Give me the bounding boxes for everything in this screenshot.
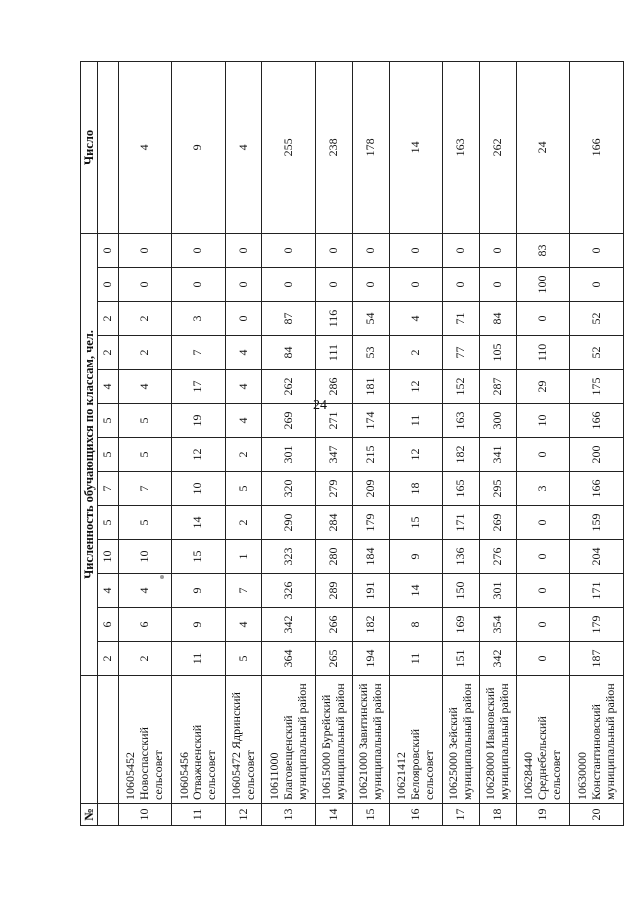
row-value: 289 <box>315 574 352 608</box>
row-last: 14 <box>389 61 443 233</box>
row-value: 295 <box>480 472 517 506</box>
row-value: 11 <box>389 642 443 676</box>
row-value: 83 <box>516 233 570 267</box>
class-cell: 5 <box>98 506 118 540</box>
row-name: 10605456 Отважненский сельсовет <box>172 676 226 804</box>
row-value: 187 <box>570 642 624 676</box>
row-value: 301 <box>480 574 517 608</box>
row-value: 166 <box>570 472 624 506</box>
row-value: 152 <box>443 370 480 404</box>
row-value: 276 <box>480 540 517 574</box>
row-value: 269 <box>262 404 316 438</box>
row-value: 8 <box>389 608 443 642</box>
row-value: 347 <box>315 438 352 472</box>
row-value: 9 <box>172 608 226 642</box>
row-value: 0 <box>352 233 389 267</box>
row-value: 287 <box>480 370 517 404</box>
row-value: 84 <box>480 302 517 336</box>
row-value: 5 <box>118 438 172 472</box>
row-name: 10630000 Константиновский муниципальный район <box>570 676 624 804</box>
header-no: № <box>81 804 98 826</box>
class-cell: 10 <box>98 540 118 574</box>
class-row-blank <box>98 804 118 826</box>
row-value: 12 <box>389 370 443 404</box>
row-value: 53 <box>352 336 389 370</box>
row-value: 18 <box>389 472 443 506</box>
row-value: 0 <box>118 268 172 302</box>
row-value: 0 <box>262 233 316 267</box>
row-value: 12 <box>172 438 226 472</box>
row-index: 18 <box>480 804 517 826</box>
row-value: 179 <box>352 506 389 540</box>
row-value: 15 <box>389 506 443 540</box>
row-value: 342 <box>480 642 517 676</box>
row-name: 10611000 Благовещенский муниципальный район <box>262 676 316 804</box>
row-value: 320 <box>262 472 316 506</box>
row-value: 4 <box>225 370 262 404</box>
row-value: 194 <box>352 642 389 676</box>
class-row <box>98 61 118 825</box>
class-cell: 4 <box>98 370 118 404</box>
header-blank <box>81 676 98 804</box>
row-value: 215 <box>352 438 389 472</box>
class-cell: 5 <box>98 404 118 438</box>
row-value: 265 <box>315 642 352 676</box>
row-value: 171 <box>443 506 480 540</box>
page-number: 24 <box>313 398 327 413</box>
row-value: 15 <box>172 540 226 574</box>
row-value: 0 <box>480 268 517 302</box>
class-cell: 0 <box>98 268 118 302</box>
row-value: 0 <box>443 268 480 302</box>
class-cell: 2 <box>98 336 118 370</box>
row-value: 182 <box>352 608 389 642</box>
row-last: 262 <box>480 61 517 233</box>
rotated-table-area <box>80 62 624 826</box>
row-value: 0 <box>516 574 570 608</box>
row-value: 110 <box>516 336 570 370</box>
row-value: 0 <box>225 233 262 267</box>
row-value: 0 <box>352 268 389 302</box>
row-last: 4 <box>118 61 172 233</box>
row-value: 7 <box>172 336 226 370</box>
row-value: 0 <box>480 233 517 267</box>
table-row <box>389 61 443 825</box>
row-value: 364 <box>262 642 316 676</box>
table-row <box>225 61 262 825</box>
row-value: 2 <box>118 302 172 336</box>
row-last: 255 <box>262 61 316 233</box>
class-cell: 4 <box>98 574 118 608</box>
row-value: 5 <box>225 472 262 506</box>
table-row <box>352 61 389 825</box>
class-cell: 5 <box>98 438 118 472</box>
row-value: 0 <box>225 302 262 336</box>
header-class-group: Численность обучающихся по классам, чел. <box>81 233 98 675</box>
row-index: 20 <box>570 804 624 826</box>
header-row <box>81 61 98 825</box>
row-value: 3 <box>516 472 570 506</box>
row-name: 10628000 Ивановский муниципальный район <box>480 676 517 804</box>
row-value: 10 <box>516 404 570 438</box>
row-value: 0 <box>516 642 570 676</box>
row-value: 280 <box>315 540 352 574</box>
table-row <box>315 61 352 825</box>
row-value: 262 <box>262 370 316 404</box>
row-value: 14 <box>172 506 226 540</box>
table-row <box>570 61 624 825</box>
row-value: 191 <box>352 574 389 608</box>
row-value: 0 <box>172 268 226 302</box>
row-name: 10625000 Зейский муниципальный район <box>443 676 480 804</box>
students-by-class-table <box>80 61 624 826</box>
row-value: 0 <box>389 233 443 267</box>
row-name: 10621000 Завитинский муниципальный район <box>352 676 389 804</box>
row-name: 10605472 Ядринский сельсовет <box>225 676 262 804</box>
row-value: 3 <box>172 302 226 336</box>
row-value: 2 <box>225 506 262 540</box>
row-value: 19 <box>172 404 226 438</box>
row-value: 2 <box>118 336 172 370</box>
row-value: 100 <box>516 268 570 302</box>
row-value: 0 <box>315 268 352 302</box>
row-value: 166 <box>570 404 624 438</box>
row-value: 14 <box>389 574 443 608</box>
row-last: 163 <box>443 61 480 233</box>
row-last: 166 <box>570 61 624 233</box>
row-value: 7 <box>118 472 172 506</box>
table-row <box>172 61 226 825</box>
row-value: 0 <box>516 302 570 336</box>
row-value: 269 <box>480 506 517 540</box>
row-value: 116 <box>315 302 352 336</box>
row-value: 182 <box>443 438 480 472</box>
row-index: 15 <box>352 804 389 826</box>
row-value: 111 <box>315 336 352 370</box>
row-value: 271 <box>315 404 352 438</box>
row-value: 2 <box>225 438 262 472</box>
row-value: 266 <box>315 608 352 642</box>
row-value: 0 <box>570 233 624 267</box>
row-value: 0 <box>443 233 480 267</box>
row-value: 10 <box>172 472 226 506</box>
row-value: 0 <box>262 268 316 302</box>
row-value: 284 <box>315 506 352 540</box>
row-value: 204 <box>570 540 624 574</box>
row-name: 10615000 Бурейский муниципальный район <box>315 676 352 804</box>
class-cell: 2 <box>98 642 118 676</box>
row-value: 163 <box>443 404 480 438</box>
row-value: 326 <box>262 574 316 608</box>
header-last: Число <box>81 61 98 233</box>
row-value: 17 <box>172 370 226 404</box>
row-value: 0 <box>516 608 570 642</box>
row-value: 10 <box>118 540 172 574</box>
class-cell: 2 <box>98 302 118 336</box>
class-row-blank <box>98 61 118 233</box>
row-value: 7 <box>225 574 262 608</box>
table-row <box>118 61 172 825</box>
row-value: 2 <box>389 336 443 370</box>
table-body <box>98 61 624 825</box>
row-value: 181 <box>352 370 389 404</box>
row-value: 52 <box>570 336 624 370</box>
row-value: 5 <box>118 506 172 540</box>
row-value: 286 <box>315 370 352 404</box>
row-value: 184 <box>352 540 389 574</box>
row-value: 4 <box>225 336 262 370</box>
row-value: 165 <box>443 472 480 506</box>
row-value: 0 <box>172 233 226 267</box>
row-value: 174 <box>352 404 389 438</box>
table-row <box>443 61 480 825</box>
row-index: 16 <box>389 804 443 826</box>
class-row-blank <box>98 676 118 804</box>
row-value: 171 <box>570 574 624 608</box>
row-value: 0 <box>315 233 352 267</box>
row-value: 6 <box>118 608 172 642</box>
row-value: 77 <box>443 336 480 370</box>
row-value: 0 <box>570 268 624 302</box>
row-value: 52 <box>570 302 624 336</box>
row-name: 10628440 Среднебельский сельсовет <box>516 676 570 804</box>
row-value: 2 <box>118 642 172 676</box>
row-value: 11 <box>172 642 226 676</box>
row-last: 178 <box>352 61 389 233</box>
row-value: 279 <box>315 472 352 506</box>
row-value: 0 <box>516 438 570 472</box>
row-value: 4 <box>225 608 262 642</box>
row-value: 150 <box>443 574 480 608</box>
row-value: 0 <box>225 268 262 302</box>
table-row <box>480 61 517 825</box>
row-index: 10 <box>118 804 172 826</box>
row-value: 0 <box>389 268 443 302</box>
row-index: 17 <box>443 804 480 826</box>
row-value: 290 <box>262 506 316 540</box>
row-value: 0 <box>516 506 570 540</box>
row-value: 1 <box>225 540 262 574</box>
row-value: 342 <box>262 608 316 642</box>
class-cell: 0 <box>98 233 118 267</box>
row-value: 29 <box>516 370 570 404</box>
row-value: 209 <box>352 472 389 506</box>
row-value: 71 <box>443 302 480 336</box>
row-value: 151 <box>443 642 480 676</box>
row-index: 11 <box>172 804 226 826</box>
class-cell: 6 <box>98 608 118 642</box>
row-name: 10605452 Новоспасский сельсовет <box>118 676 172 804</box>
row-value: 341 <box>480 438 517 472</box>
row-value: 0 <box>118 233 172 267</box>
row-value: 5 <box>225 642 262 676</box>
row-value: 4 <box>118 370 172 404</box>
row-value: 4 <box>118 574 172 608</box>
row-index: 13 <box>262 804 316 826</box>
row-value: 179 <box>570 608 624 642</box>
row-last: 238 <box>315 61 352 233</box>
table-row <box>516 61 570 825</box>
row-value: 4 <box>389 302 443 336</box>
row-value: 300 <box>480 404 517 438</box>
row-value: 11 <box>389 404 443 438</box>
row-value: 159 <box>570 506 624 540</box>
row-value: 105 <box>480 336 517 370</box>
row-value: 354 <box>480 608 517 642</box>
row-value: 323 <box>262 540 316 574</box>
row-last: 4 <box>225 61 262 233</box>
row-last: 9 <box>172 61 226 233</box>
row-value: 200 <box>570 438 624 472</box>
table-row <box>262 61 316 825</box>
row-value: 136 <box>443 540 480 574</box>
row-index: 12 <box>225 804 262 826</box>
row-value: 5 <box>118 404 172 438</box>
row-value: 84 <box>262 336 316 370</box>
row-value: 9 <box>172 574 226 608</box>
rotated-table-frame <box>80 62 624 826</box>
class-cell: 7 <box>98 472 118 506</box>
row-value: 0 <box>516 540 570 574</box>
row-value: 87 <box>262 302 316 336</box>
row-value: 4 <box>225 404 262 438</box>
row-value: 175 <box>570 370 624 404</box>
row-index: 14 <box>315 804 352 826</box>
row-value: 301 <box>262 438 316 472</box>
row-name: 10621412 Белояровский сельсовет <box>389 676 443 804</box>
row-value: 12 <box>389 438 443 472</box>
row-value: 169 <box>443 608 480 642</box>
row-value: 54 <box>352 302 389 336</box>
row-last: 24 <box>516 61 570 233</box>
row-index: 19 <box>516 804 570 826</box>
row-value: 9 <box>389 540 443 574</box>
